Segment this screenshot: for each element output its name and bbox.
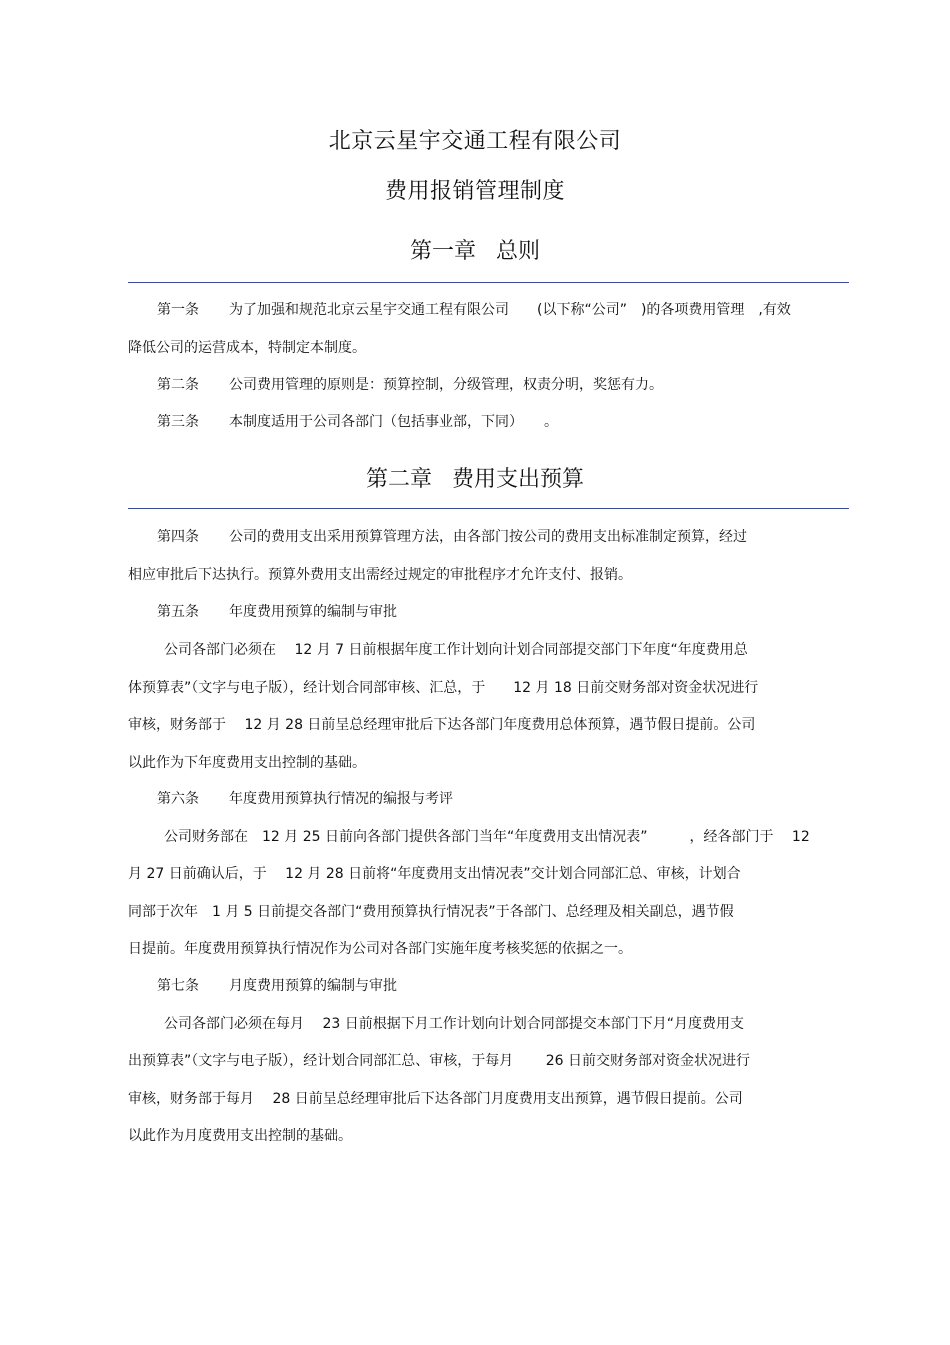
article-7-label: 第七条 [157, 978, 199, 994]
article-3-text: 本制度适用于公司各部门（包括事业部，下同） 。 [229, 414, 558, 430]
chapter-2-heading [0, 462, 950, 493]
article-5-para-line: 以此作为下年度费用支出控制的基础。 [128, 755, 366, 771]
article-4-line-1 [157, 528, 747, 546]
article-2-text: 公司费用管理的原则是：预算控制，分级管理，权责分明，奖惩有力。 [229, 377, 663, 393]
article-5-para-line: 体预算表”（文字与电子版），经计划合同部审核、汇总，于 12 月 18 日前交财务部对资金状况进行 [128, 680, 759, 696]
article-6-para-line: 公司财务部在 12 月 25 日前向各部门提供各部门当年“年度费用支出情况表” ，经各部门于 12 [164, 829, 810, 845]
article-5-label: 第五条 [157, 604, 199, 620]
article-1-line-1 [157, 301, 791, 319]
article-3-label: 第三条 [157, 414, 199, 430]
article-6-para-line: 同部于次年 1 月 5 日前提交各部门“费用预算执行情况表”于各部门、总经理及相关副总，遇节假 [128, 904, 734, 920]
article-5-para-line: 公司各部门必须在 12 月 7 日前根据年度工作计划向计划合同部提交部门下年度“年度费用总 [164, 642, 748, 658]
article-7-heading [157, 977, 397, 995]
article-5-heading [157, 603, 397, 621]
article-3 [157, 413, 558, 431]
article-4-text-1: 公司的费用支出采用预算管理方法，由各部门按公司的费用支出标准制定预算，经过 [229, 529, 747, 545]
article-4-label: 第四条 [157, 529, 199, 545]
article-4-line-2: 相应审批后下达执行。预算外费用支出需经过规定的审批程序才允许支付、报销。 [128, 567, 632, 583]
article-7-para-line: 以此作为月度费用支出控制的基础。 [128, 1128, 352, 1144]
article-6-title: 年度费用预算执行情况的编报与考评 [229, 791, 453, 807]
article-6-para-line: 月 27 日前确认后，于 12 月 28 日前将“年度费用支出情况表”交计划合同部汇总、审核，计划合 [128, 866, 741, 882]
chapter-2-name: 费用支出预算 [452, 467, 585, 492]
article-1-text-1: 为了加强和规范北京云星宇交通工程有限公司 (以下称“公司” )的各项费用管理 ,有效 [229, 302, 791, 318]
article-1-line-2: 降低公司的运营成本，特制定本制度。 [128, 340, 366, 356]
article-7-para-line: 公司各部门必须在每月 23 日前根据下月工作计划向计划合同部提交本部门下月“月度费用支 [164, 1016, 744, 1032]
article-6-para-line: 日提前。年度费用预算执行情况作为公司对各部门实施年度考核奖惩的依据之一。 [128, 941, 632, 957]
article-2-label: 第二条 [157, 377, 199, 393]
article-2 [157, 376, 663, 394]
article-7-para-line: 审核，财务部于每月 28 日前呈总经理审批后下达各部门月度费用支出预算，遇节假日提前。公司 [128, 1091, 743, 1107]
chapter-1-divider [128, 282, 849, 283]
chapter-1-heading [0, 234, 950, 265]
chapter-2-number: 第二章 [365, 467, 432, 492]
article-6-label: 第六条 [157, 791, 199, 807]
chapter-2-divider [128, 508, 849, 509]
chapter-1-number: 第一章 [409, 239, 476, 264]
article-7-title: 月度费用预算的编制与审批 [229, 978, 397, 994]
chapter-1-name: 总则 [496, 239, 541, 264]
article-5-title: 年度费用预算的编制与审批 [229, 604, 397, 620]
article-6-heading [157, 790, 453, 808]
article-5-para-line: 审核，财务部于 12 月 28 日前呈总经理审批后下达各部门年度费用总体预算，遇节假日提前。公司 [128, 717, 756, 733]
document-title: 北京云星宇交通工程有限公司 [328, 129, 622, 154]
document-subtitle: 费用报销管理制度 [384, 179, 565, 204]
article-1-label: 第一条 [157, 302, 199, 318]
article-7-para-line: 出预算表”（文字与电子版），经计划合同部汇总、审核，于每月 26 日前交财务部对资金状况进行 [128, 1053, 750, 1069]
